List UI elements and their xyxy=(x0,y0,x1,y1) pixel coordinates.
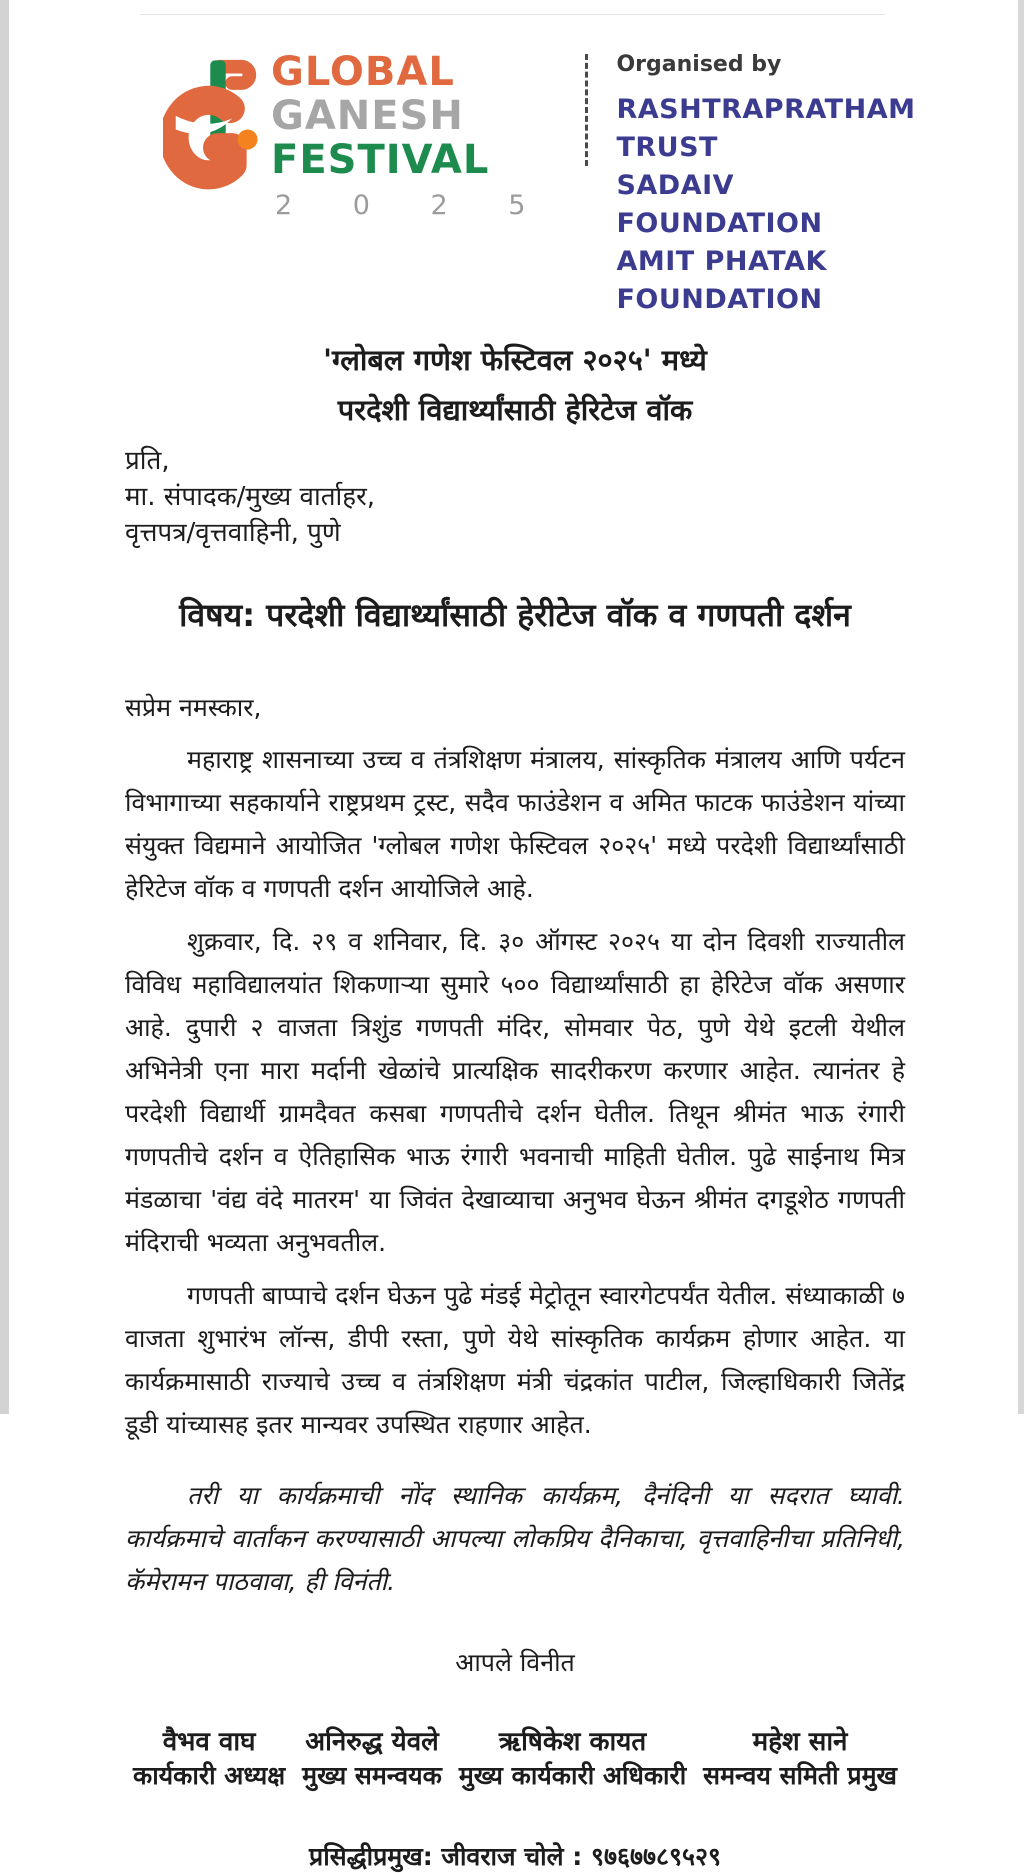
organisation-name: SADAIV FOUNDATION xyxy=(616,170,823,239)
body-paragraph-2: शुक्रवार, दि. २९ व शनिवार, दि. ३० ऑगस्ट २०२५ या दोन दिवशी राज्यातील विविध महाविद्यालयांत शिकणाऱ्या सुमारे ५०० विद्यार्थ्यांसाठी हा हेरिटेज वॉक असणार आहे. दुपारी २ वाजता त्रिशुंड गणपती मंदिर, सोमवार पेठ, पुणे येथे इटली येथील अभिनेत्री एना मारा मर्दानी खेळांचे प्रात्यक्षिक सादरीकरण करणार आहेत. त्यानंतर हे परदेशी विद्यार्थी ग्रामदैवत कसबा गणपतीचे दर्शन घेतील. तिथून श्रीमंत भाऊ रंगारी गणपतीचे दर्शन व ऐतिहासिक भाऊ रंगारी भवनाची माहिती घेतील. पुढे साईनाथ मित्र मंडळाचा 'वंद्य वंदे मातरम' या जिवंत देखाव्याचा अनुभव घेऊन श्रीमंत दगडूशेठ गणपती मंदिराची भव्यता अनुभवतील. xyxy=(125,927,905,1257)
signatory-name: महेश साने xyxy=(752,1727,848,1757)
recipient-line3: वृत्तपत्र/वृत्तवाहिनी, पुणे xyxy=(125,518,341,548)
ganesh-g-logo-icon xyxy=(163,50,263,198)
header-divider xyxy=(585,54,588,166)
signatory-4 xyxy=(703,1725,897,1793)
logo-word-global: GLOBAL xyxy=(271,49,455,95)
signatory-name: ऋषिकेश कायत xyxy=(498,1727,647,1757)
signatory-1 xyxy=(133,1725,285,1793)
recipient-line2: मा. संपादक/मुख्य वार्ताहर, xyxy=(125,482,375,512)
logo-year: 2 0 2 5 xyxy=(275,190,552,221)
signatory-title: मुख्य समन्वयक xyxy=(302,1761,442,1790)
body-paragraph-1: महाराष्ट्र शासनाच्या उच्च व तंत्रशिक्षण मंत्रालय, सांस्कृतिक मंत्रालय आणि पर्यटन विभागाच्या सहकार्याने राष्ट्रप्रथम ट्रस्ट, सदैव फाउंडेशन व अमित फाटक फाउंडेशन यांच्या संयुक्त विद्यमाने आयोजित 'ग्लोबल गणेश फेस्टिवल २०२५' मध्ये परदेशी विद्यार्थ्यांसाठी हेरिटेज वॉक व गणपती दर्शन आयोजिले आहे. xyxy=(125,745,905,903)
festival-logo-wordmark xyxy=(271,50,551,219)
recipient-block xyxy=(125,443,905,551)
signatory-title: समन्वय समिती प्रमुख xyxy=(703,1761,897,1790)
signatory-name: वैभव वाघ xyxy=(162,1727,256,1757)
body-paragraph-3: गणपती बाप्पाचे दर्शन घेऊन पुढे मंडई मेट्रोतून स्वारगेटपर्यंत येतील. संध्याकाळी ७ वाजता शुभारंभ लॉन्स, डीपी रस्ता, पुणे येथे सांस्कृतिक कार्यक्रम होणार आहेत. या कार्यक्रमासाठी राज्याचे उच्च व तंत्रशिक्षण मंत्री चंद्रकांत पाटील, जिल्हाधिकारी जितेंद्र डूडी यांच्यासह इतर मान्यवर उपस्थित राहणार आहेत. xyxy=(125,1281,905,1439)
letter-title-line1: 'ग्लोबल गणेश फेस्टिवल २०२५' मध्ये xyxy=(323,343,707,377)
signature-row xyxy=(125,1725,905,1793)
letter-document xyxy=(125,0,916,1873)
page-left-edge-shadow xyxy=(0,0,9,1414)
organisation-name: AMIT PHATAK FOUNDATION xyxy=(616,246,827,315)
letter-title xyxy=(125,335,905,435)
logo-word-festival: FESTIVAL xyxy=(271,137,490,183)
signatory-title: मुख्य कार्यकारी अधिकारी xyxy=(458,1761,687,1790)
letter-title-line2: परदेशी विद्यार्थ्यांसाठी हेरिटेज वॉक xyxy=(337,393,693,427)
letterhead xyxy=(125,49,916,319)
signatory-3 xyxy=(459,1725,686,1793)
subject-line: विषय: परदेशी विद्यार्थ्यांसाठी हेरीटेज वॉक व गणपती दर्शन xyxy=(179,596,851,634)
organisation-name: RASHTRAPRATHAM TRUST xyxy=(616,94,916,163)
body-paragraph-4-request: तरी या कार्यक्रमाची नोंद स्थानिक कार्यक्रम, दैनंदिनी या सदरात घ्यावी. कार्यक्रमाचे वार्तांकन करण्यासाठी आपल्या लोकप्रिय दैनिकाचा, वृत्तवाहिनीचा प्रतिनिधी, कॅमेरामन पाठवावा, ही विनंती. xyxy=(125,1481,905,1596)
page-right-edge-shadow xyxy=(1018,0,1024,1414)
organiser-block xyxy=(616,50,915,319)
salutation: सप्रेम नमस्कार, xyxy=(125,693,262,722)
publicity-contact-line: प्रसिद्धीप्रमुख: जीवराज चोले : ९७६७७८९५२९ xyxy=(309,1842,721,1871)
recipient-line1: प्रति, xyxy=(125,446,170,476)
logo-word-ganesh: GANESH xyxy=(271,93,464,139)
signatory-2 xyxy=(302,1725,442,1793)
signatory-name: अनिरुद्ध येवले xyxy=(305,1727,439,1757)
closing-line: आपले विनीत xyxy=(455,1648,575,1677)
organised-by-label: Organised by xyxy=(616,52,782,77)
signatory-title: कार्यकारी अध्यक्ष xyxy=(133,1761,286,1790)
